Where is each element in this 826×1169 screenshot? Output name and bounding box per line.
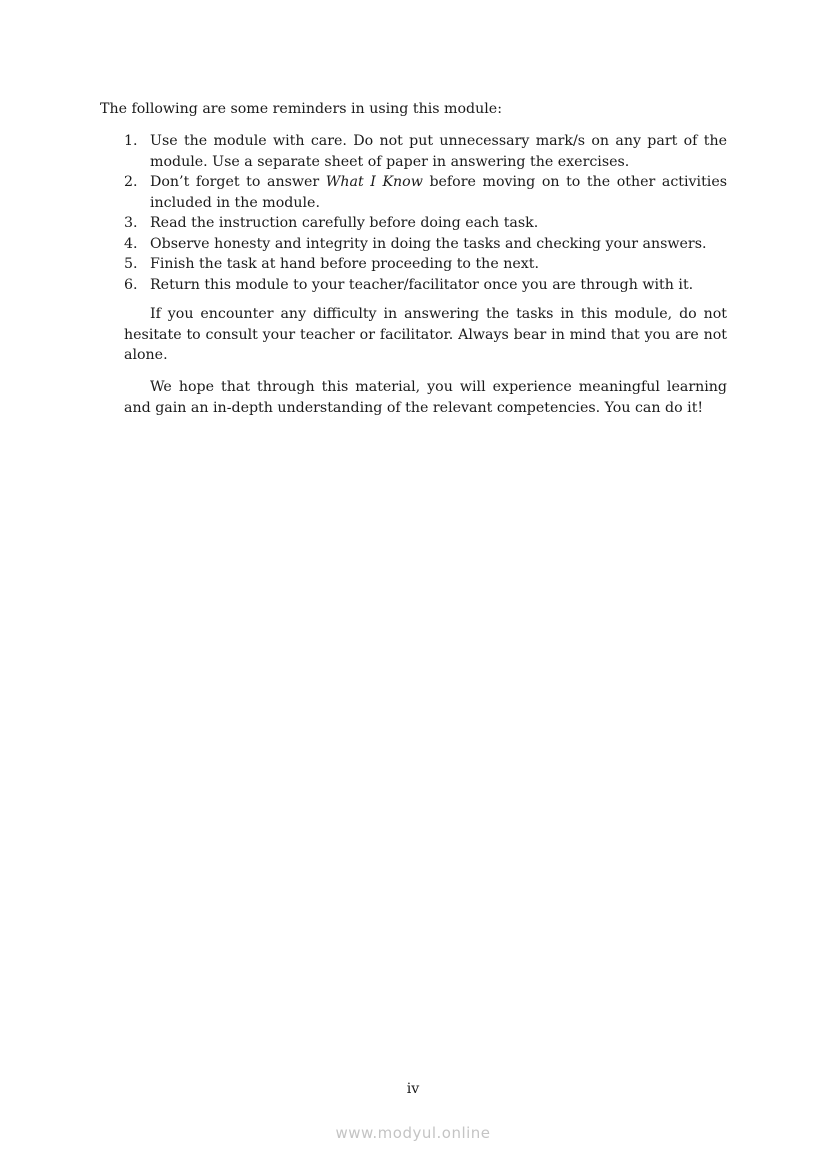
difficulty-paragraph: If you encounter any difficulty in answering the tasks in this module, do not hesitate to consult your teacher or facilitator. Always bear in mind that you are not alone. bbox=[124, 306, 727, 363]
list-item bbox=[124, 234, 727, 255]
list-text: Finish the task at hand before proceeding to the next. bbox=[150, 256, 539, 272]
list-text: Read the instruction carefully before doing each task. bbox=[150, 215, 539, 231]
list-text: Observe honesty and integrity in doing the tasks and checking your answers. bbox=[150, 235, 707, 252]
list-text-before: Don’t forget to answer bbox=[150, 174, 326, 190]
list-item bbox=[124, 213, 727, 234]
list-item bbox=[124, 131, 727, 172]
list-number: 3. bbox=[124, 215, 138, 231]
list-number: 2. bbox=[124, 174, 138, 190]
list-number: 6. bbox=[124, 276, 138, 293]
intro-text: The following are some reminders in using this module: bbox=[100, 101, 502, 117]
page-number: iv bbox=[406, 1081, 420, 1097]
list-item bbox=[124, 254, 727, 275]
list-number: 1. bbox=[124, 133, 138, 149]
list-item bbox=[124, 275, 727, 296]
list-text: Use the module with care. Do not put unnecessary mark/s on any part of the module. Use a separate sheet of paper in answering the exercises. bbox=[150, 133, 727, 170]
watermark: www.modyul.online bbox=[335, 1124, 491, 1142]
list-text: Return this module to your teacher/facilitator once you are through with it. bbox=[150, 276, 694, 293]
reminders-list bbox=[124, 131, 727, 295]
list-text-emphasis: What I Know bbox=[325, 174, 423, 190]
list-text-after: before moving on to the other activities included in the module. bbox=[150, 174, 727, 211]
list-number: 5. bbox=[124, 256, 138, 272]
closing-paragraph: We hope that through this material, you will experience meaningful learning and gain an in-depth understanding of the relevant competencies. You can do it! bbox=[124, 379, 727, 416]
list-item bbox=[124, 172, 727, 213]
list-number: 4. bbox=[124, 235, 138, 252]
